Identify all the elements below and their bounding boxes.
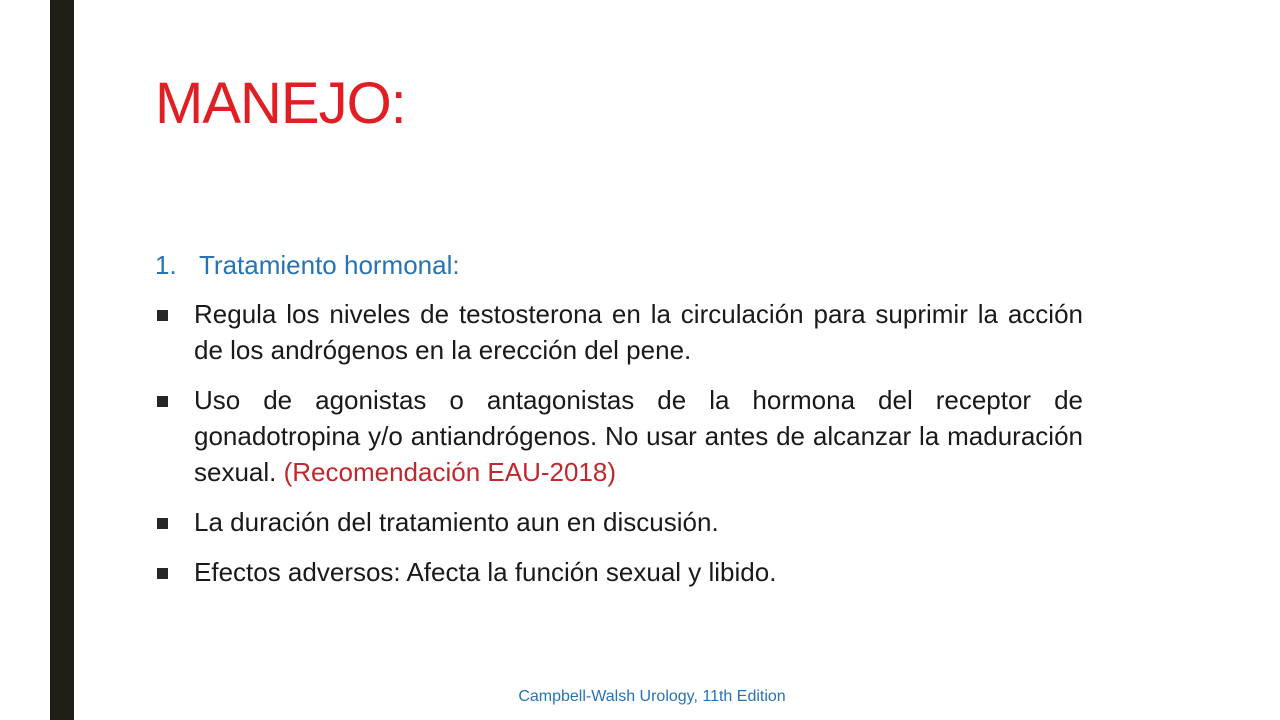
bullet-list <box>155 296 1083 590</box>
subheading-number: 1. <box>155 250 177 280</box>
square-bullet-icon <box>157 396 168 407</box>
left-accent-bar <box>50 0 74 720</box>
bullet-item <box>155 504 1083 540</box>
bullet-reference: (Recomendación EAU-2018) <box>283 457 616 487</box>
bullet-text: Regula los niveles de testosterona en la circulación para suprimir la acción de los andrógenos en la erección del pene. <box>194 299 1083 365</box>
bullet-text: Efectos adversos: Afecta la función sexual y libido. <box>194 557 777 587</box>
bullet-item <box>155 296 1083 368</box>
square-bullet-icon <box>157 568 168 579</box>
bullet-text: Uso de agonistas o antagonistas de la hormona del receptor de gonadotropina y/o antiandrógenos. No usar antes de alcanzar la maduración sexual. <box>194 385 1083 487</box>
subheading <box>155 248 1083 282</box>
footer-citation: Campbell-Walsh Urology, 11th Edition <box>518 688 786 705</box>
bullet-text: La duración del tratamiento aun en discusión. <box>194 507 719 537</box>
bullet-item <box>155 382 1083 490</box>
square-bullet-icon <box>157 310 168 321</box>
bullet-item <box>155 554 1083 590</box>
slide-title: MANEJO: <box>155 71 406 136</box>
slide-content <box>155 248 1083 604</box>
square-bullet-icon <box>157 518 168 529</box>
subheading-text: Tratamiento hormonal: <box>199 250 460 280</box>
